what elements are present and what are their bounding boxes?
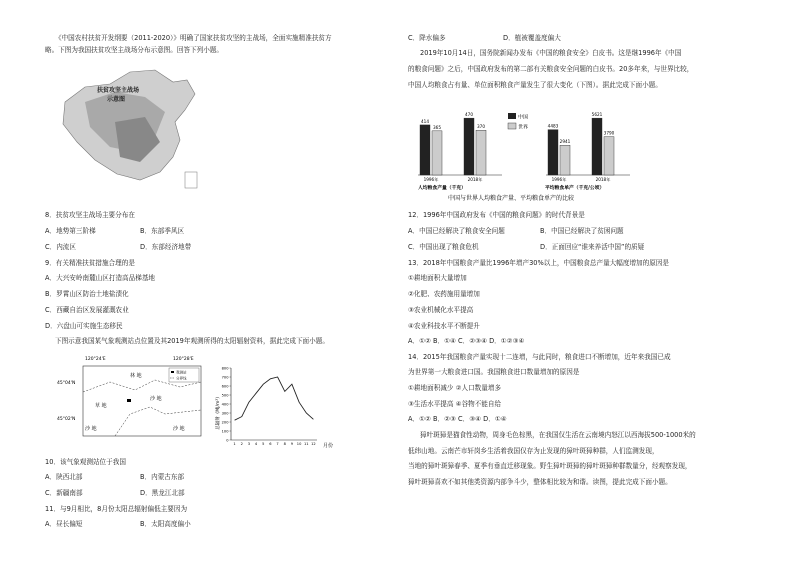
q14-items-1: ①耕地面积减少 ②人口数量增多 xyxy=(408,384,502,392)
q14-stem-2: 为世界第一大粮食进口国。我国粮食进口数量增加的原因是 xyxy=(408,368,580,376)
map2-sand-3: 沙 地 xyxy=(173,426,185,432)
q9-stem: 9．有关精准扶贫措施合理的是 xyxy=(45,259,135,267)
station-map xyxy=(55,352,215,440)
q13-stem: 13．2018年中国粮食产量比1996年增产30%以上，中国粮食总产量大幅度增加的原因是 xyxy=(408,259,670,267)
y-tick-label: 700 xyxy=(221,375,229,380)
category-tick-label: 2018年 xyxy=(595,177,611,182)
bar-sub1-中国-1996年 xyxy=(420,125,430,175)
bar-value-label: 365 xyxy=(433,124,441,130)
category-tick-label: 1996年 xyxy=(551,177,567,182)
q8-option-a: A．地势第三阶梯 xyxy=(45,227,96,235)
radiation-line-chart xyxy=(213,362,343,454)
intro-line-2: 略。下图为我国扶贫攻坚主战场分布示意图。回答下列小题。 xyxy=(45,46,224,54)
q14-items-2: ③生活水平提高 ④谷物不能自给 xyxy=(408,400,502,408)
y-tick-label: 100 xyxy=(221,429,229,434)
map2-grass: 草 地 xyxy=(95,403,107,409)
q10-option-c: C．新疆南部 xyxy=(45,489,83,497)
q12-stem: 12．1996年中国政府发布《中国的粮食问题》的时代背景是 xyxy=(408,211,585,219)
line-chart-xlabel: 月份 xyxy=(323,443,334,449)
map2-lat-2: 45°02'N xyxy=(57,417,76,422)
q14-stem-1: 14．2015年我国粮食产量实现十二连增，与此同时，粮食进口不断增加，近年来我国已成 xyxy=(408,353,671,361)
q11-option-b: B．太阳高度偏小 xyxy=(140,520,191,528)
q8-option-d: D．东部经济地带 xyxy=(140,243,192,251)
para-2-line-4: 獐叶斑獐喜欢不如其他类资源内部争斗少，整体相比较为和谐。读图，提此完成下面小题。 xyxy=(408,478,672,486)
x-tick-label: 4 xyxy=(254,442,258,446)
q13-item-1: ①耕地面积大量增加 xyxy=(408,274,467,282)
x-tick-label: 12 xyxy=(311,442,316,446)
para-2-line-1: 獐叶斑獐是猫食性动物，周身毛色棕黑，在我国仅生活在云南境内怒江以西海拔500-1000米的 xyxy=(420,431,696,439)
legend-world-swatch xyxy=(508,123,516,129)
y-tick-label: 200 xyxy=(221,420,229,425)
map2-sand-1: 沙 地 xyxy=(150,396,162,402)
y-tick-label: 300 xyxy=(221,411,229,416)
poverty-map xyxy=(55,62,205,197)
q10-stem: 10．该气象观测站位于我国 xyxy=(45,458,126,466)
q12-option-d: D．正面回应“谁来养活中国”的质疑 xyxy=(540,243,645,251)
category-tick-label: 2018年 xyxy=(467,177,483,182)
q13-item-3: ③农业机械化水平提高 xyxy=(408,306,474,314)
map2-legend-2: 分界线 xyxy=(176,376,187,381)
q11-option-d: D．植被覆盖度偏大 xyxy=(503,34,561,42)
x-tick-label: 1 xyxy=(233,442,236,446)
south-sea-inset xyxy=(185,172,197,188)
bar-value-label: 370 xyxy=(477,124,485,130)
legend-china: 中国 xyxy=(518,114,529,121)
map2-lat-1: 45°04'N xyxy=(57,381,76,386)
x-tick-label: 8 xyxy=(283,442,286,446)
q8-stem: 8．扶贫攻坚主战场主要分布在 xyxy=(45,211,135,219)
q10-option-b: B．内蒙古东部 xyxy=(140,473,185,481)
map-title-1: 扶贫攻坚主战场 xyxy=(97,87,140,94)
map-title-2: 示意图 xyxy=(107,96,126,103)
map2-lon-1: 120°24'E xyxy=(85,357,106,362)
x-tick-label: 10 xyxy=(296,442,302,446)
map2-sand-2: 沙 地 xyxy=(85,426,97,432)
y-tick-label: 600 xyxy=(221,384,229,389)
q12-option-a: A．中国已经解决了粮食安全问题 xyxy=(408,227,505,235)
q11-option-a: A．昼长偏短 xyxy=(45,520,83,528)
q8-option-c: C．内流区 xyxy=(45,243,76,251)
para-1-line-3: 中国人均粮食占有量、单位面积粮食产量发生了很大变化（下图）。据此完成下面小题。 xyxy=(408,81,662,89)
category-tick-label: 1996年 xyxy=(423,177,439,182)
q13-item-4: ④农业科技水平不断提升 xyxy=(408,322,480,330)
q11-option-c: C．降水偏多 xyxy=(408,34,446,42)
para-1-line-2: 的粮食问题》之后，中国政府发布的第二部有关粮食安全问题的白皮书。20多年来，与世界比较， xyxy=(408,65,694,73)
legend-china-swatch xyxy=(508,113,516,119)
y-tick-label: 400 xyxy=(221,402,229,407)
station-marker xyxy=(127,399,131,402)
bar-value-label: 5621 xyxy=(591,112,603,118)
legend-station-symbol xyxy=(171,371,174,373)
bar-value-label: 2941 xyxy=(559,139,571,145)
para-2-line-2: 低纬山地。云南芒市轩岗乡生活着我国仅存为止发现的獐叶斑獐种群，人们监测发现， xyxy=(408,447,659,455)
y-tick-label: 500 xyxy=(221,393,229,398)
intro-line-3: 下图示意我国某气象观测站点位置及其2019年观测所得的太阳辐射资料，据此完成下面小题。 xyxy=(55,337,329,345)
bar-value-label: 4483 xyxy=(547,123,559,129)
map2-lon-2: 120°28'E xyxy=(173,357,194,362)
intro-line-1: 《中国农村扶贫开发纲要（2011-2020）》明确了国家扶贫攻坚的主战场，全面实施精准扶贫方 xyxy=(55,34,332,42)
x-tick-label: 3 xyxy=(247,442,251,446)
bar-sub2-中国-1996年 xyxy=(548,130,558,175)
q10-option-a: A．陕西北部 xyxy=(45,473,83,481)
x-tick-label: 7 xyxy=(276,442,279,446)
legend-world: 世界 xyxy=(518,124,529,131)
q8-option-b: B．东部季风区 xyxy=(140,227,185,235)
line-chart-ylabel: 总辐射（MJ/m²） xyxy=(216,394,221,430)
sub2-label: 平均粮食单产（千克/公顷） xyxy=(545,186,605,191)
q12-option-b: B．中国已经解决了贫困问题 xyxy=(540,227,624,235)
q13-item-2: ②化肥、农药施用量增加 xyxy=(408,290,480,298)
x-tick-label: 5 xyxy=(262,442,265,446)
q9-option-c: C．西藏自治区发展灌溉农业 xyxy=(45,306,129,314)
y-tick-label: 800 xyxy=(221,366,229,371)
bar-sub2-世界-2018年 xyxy=(604,137,614,175)
q11-stem: 11．与9月相比，8月份太阳总辐射偏低主要因为 xyxy=(45,505,188,513)
q10-option-d: D．黑龙江北部 xyxy=(140,489,185,497)
q9-option-a: A．大兴安岭南麓山区打造高品梯基地 xyxy=(45,274,156,282)
y-tick-label: 0 xyxy=(226,438,229,443)
q13-options: A．①② B．①④ C．②③④ D．①②③④ xyxy=(408,337,525,345)
bar-sub2-中国-2018年 xyxy=(592,118,602,175)
q14-options: A．①② B．②③ C．③④ D．①④ xyxy=(408,415,507,423)
x-tick-label: 11 xyxy=(303,442,309,446)
bar-sub1-世界-1996年 xyxy=(432,131,442,175)
x-tick-label: 2 xyxy=(240,442,243,446)
map2-forest: 林 地 xyxy=(130,373,142,379)
bar-value-label: 470 xyxy=(465,112,473,118)
para-1-line-1: 2019年10月14日，国务院新闻办发布《中国的粮食安全》白皮书。这是继1996年《中国 xyxy=(420,49,682,57)
bar-value-label: 414 xyxy=(421,118,429,124)
bar-value-label: 3790 xyxy=(603,130,615,136)
radiation-series-line xyxy=(235,377,314,420)
grain-bar-chart xyxy=(410,95,640,203)
q12-option-c: C．中国出现了粮食危机 xyxy=(408,243,479,251)
bar-sub1-中国-2018年 xyxy=(464,118,474,175)
q9-option-b: B．罗霄山区防治土地盐渍化 xyxy=(45,290,129,298)
q9-option-d: D．六盘山可实施生态移民 xyxy=(45,322,123,330)
bar-sub2-世界-1996年 xyxy=(560,145,570,175)
x-tick-label: 9 xyxy=(290,442,294,446)
x-tick-label: 6 xyxy=(269,442,272,446)
sub1-label: 人均粮食产量（千克） xyxy=(418,186,466,191)
chart-caption: 中国与世界人均粮食产量、平均粮食单产的比较 xyxy=(448,195,575,202)
bar-sub1-世界-2018年 xyxy=(476,130,486,175)
para-2-line-3: 当地的獐叶斑獐春季、夏季有垂直迁移现象。野生獐叶斑獐的獐叶斑獐种群数量分，经观察发现， xyxy=(408,462,692,470)
map2-legend-1: 观测站 xyxy=(176,370,187,375)
